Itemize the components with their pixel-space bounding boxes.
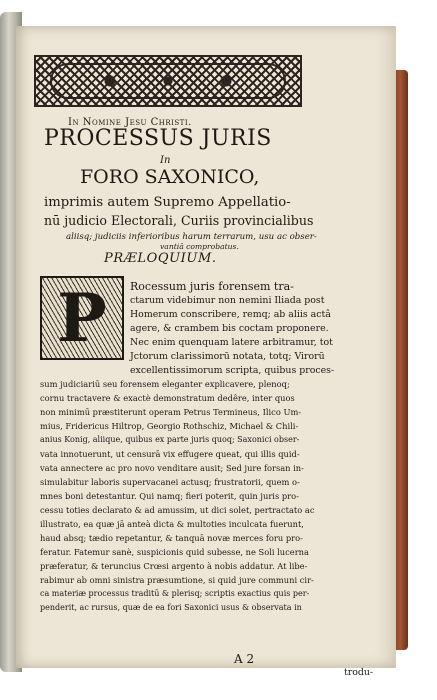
body-line: sum judiciariū seu forensem eleganter explicavere, plenoq;	[40, 379, 290, 389]
body-line: cessu toties declarato & ad amussim, ut dici solet, pertractato ac	[40, 505, 315, 515]
catchword: trodu-	[344, 667, 374, 678]
body-line: haud absq; tædio repetantur, & tanquā novæ merces foru pro-	[40, 533, 303, 543]
ornament-headpiece	[34, 55, 302, 107]
body-line: Jctorum clarissimorū notata, totq; Virorū	[130, 351, 325, 362]
body-line: mius, Fridericus Hiltrop, Georgio Rothschiz, Michael & Chili-	[40, 421, 299, 431]
invocation: In Nomine Jesu Christi.	[68, 117, 192, 128]
body-line: feratur. Fatemur sanè, suspicionis quid subesse, ne Soli lucerna	[40, 547, 309, 557]
body-line: simulabitur laboris supervacanei actusq; frustratorii, quem o-	[40, 477, 300, 487]
page-title: PROCESSUS JURIS	[44, 126, 272, 151]
subtitle-line: imprimis autem Supremo Appellatio-	[44, 195, 291, 210]
body-line: anius Konig, aliique, quibus ex parte juris quoq; Saxonici obser-	[40, 435, 300, 444]
body-line: penderit, ac rursus, quæ de ea fori Saxonici usus & observata in	[40, 603, 302, 612]
body-line: mnes boni detestantur. Qui namq; fieri poterit, quin juris pro-	[40, 491, 299, 501]
subtitle-line: nū judicio Electorali, Curiis provincialibus	[44, 213, 314, 228]
body-line: Nec enim quenquam latere arbitramur, tot	[130, 337, 333, 348]
body-line: cornu tractavere & exactè demonstratum dedêre, inter quos	[40, 393, 295, 403]
body-line: vata annectere ac pro novo venditare ausit; Sed jure forsan in-	[40, 463, 304, 473]
body-line: rabimur ab omni sinistra præsumtione, si quid jure communi cir-	[40, 575, 314, 585]
subtitle: FORO SAXONICO,	[80, 166, 260, 188]
body-line: excellentissimorum scripta, quibus proces-	[130, 365, 335, 376]
body-line: agere, & crambem bis coctam proponere.	[130, 323, 329, 334]
body-line: ca materiæ processus traditū & plerisq; scriptis exactius quis per-	[40, 589, 310, 598]
body-line: Rocessum juris forensem tra-	[130, 280, 294, 293]
subtitle-line: aliisq; judiciis inferioribus harum terrarum, usu ac obser-	[66, 232, 317, 242]
drop-cap-letter: P	[57, 279, 107, 357]
subtitle-line: vantiâ comprobatus.	[160, 242, 239, 251]
preface-heading: PRÆLOQUIUM.	[104, 251, 217, 266]
body-line: ctarum videbimur non nemini Iliada post	[130, 295, 325, 306]
body-line: vata innotuerunt, ut censurā vix effugere queat, qui illis quid-	[40, 449, 300, 459]
title-connector: In	[160, 155, 171, 166]
body-line: præferatur, & teruncius Crœsi argento à nobis addatur. At libe-	[40, 561, 308, 571]
body-line: Homerum conscribere, remq; ab aliis actâ	[130, 309, 331, 320]
body-line: illustrato, ea quæ jā anteà dicta & multoties inculcata fuerunt,	[40, 519, 304, 529]
body-line: non minimū præstiterunt operam Petrus Termineus, Ilico Um-	[40, 407, 302, 417]
signature-mark: A 2	[234, 652, 255, 666]
drop-cap-initial	[40, 276, 124, 360]
